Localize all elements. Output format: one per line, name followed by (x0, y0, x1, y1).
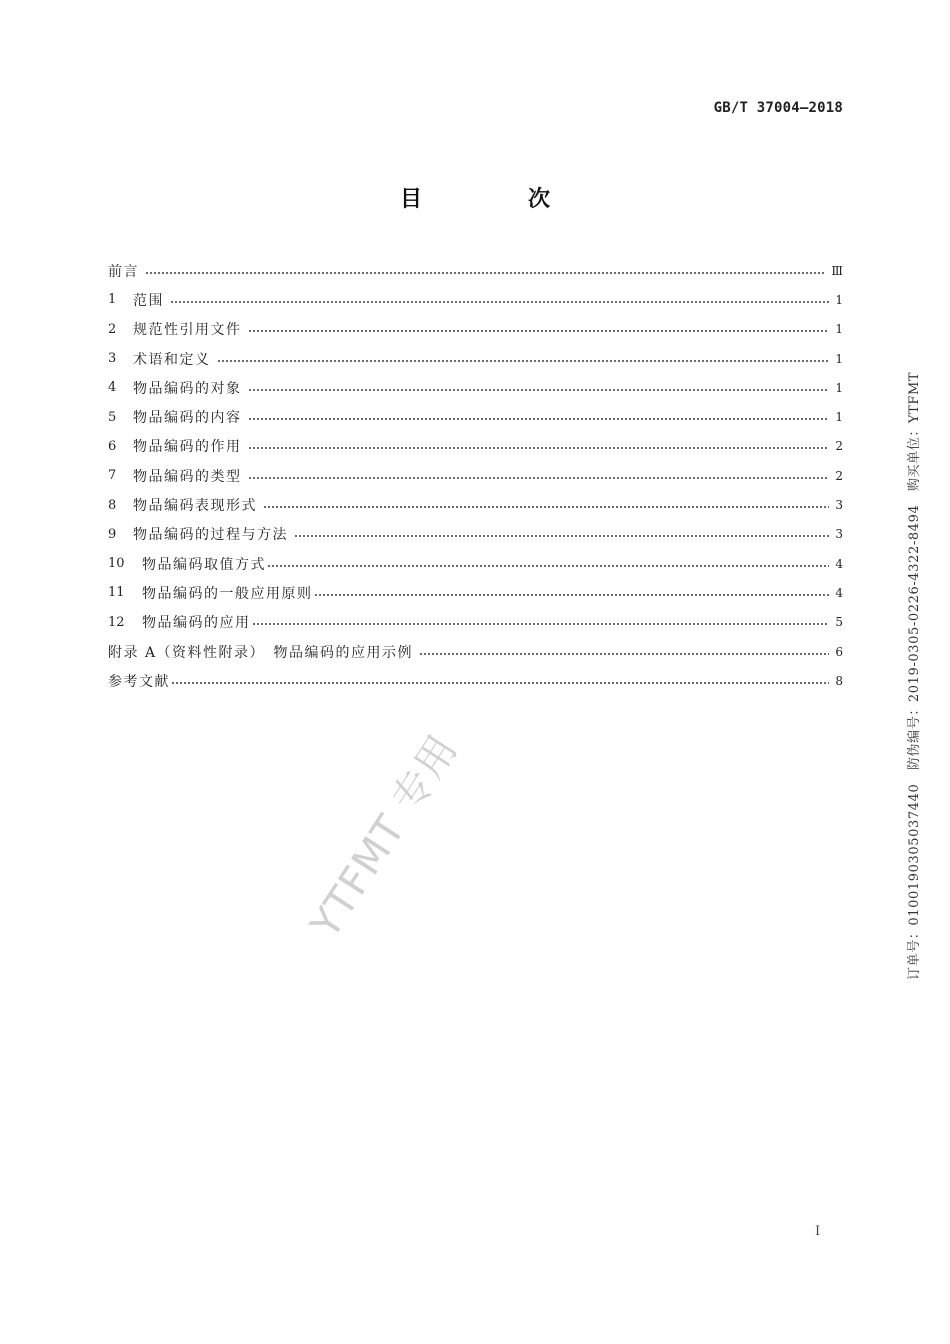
toc-entry-label: 前言 (108, 263, 139, 280)
toc-entry-page: 1 (835, 380, 843, 395)
toc-entry[interactable] (108, 578, 843, 607)
toc-entry-page: 1 (835, 351, 843, 366)
order-info-vertical: 订单号：0100190305037440 防伪编号：2019-0305-0226-4322-8494 购买单位：YTFMT (907, 371, 922, 980)
toc-entry-label: 参考文献 (108, 673, 170, 690)
toc-entry-label: 范围 (133, 292, 164, 309)
toc-entry-number: 3 (108, 351, 117, 367)
table-of-contents (108, 256, 843, 695)
toc-entry[interactable] (108, 285, 843, 314)
toc-entry-label: 物品编码的类型 (133, 468, 242, 485)
toc-entry-page: 5 (835, 615, 843, 630)
toc-entry[interactable] (108, 432, 843, 461)
toc-entry-page: 2 (835, 439, 843, 454)
dot-leader (171, 673, 829, 687)
toc-entry-page: 1 (835, 292, 843, 307)
toc-entry[interactable] (108, 256, 843, 285)
toc-entry-page: 1 (835, 410, 843, 425)
toc-entry[interactable] (108, 666, 843, 695)
toc-entry[interactable] (108, 373, 843, 402)
toc-entry-label: 物品编码表现形式 (133, 498, 257, 515)
toc-entry-number: 7 (108, 468, 117, 484)
watermark: YTFMT 专用 (302, 726, 468, 947)
dot-leader (252, 614, 830, 628)
toc-entry-page: 3 (835, 527, 843, 542)
dot-leader (248, 409, 830, 423)
toc-entry[interactable] (108, 490, 843, 519)
toc-entry-label: 物品编码的对象 (133, 380, 242, 397)
dot-leader (263, 497, 829, 511)
toc-entry-number: 1 (108, 292, 117, 308)
dot-leader (314, 585, 830, 599)
toc-entry-label: 物品编码的内容 (133, 410, 242, 427)
dot-leader (170, 292, 829, 306)
dot-leader (248, 468, 830, 482)
toc-entry-page: 1 (835, 322, 843, 337)
toc-entry-label: 物品编码的应用 (142, 615, 251, 632)
toc-entry-page: 2 (835, 468, 843, 483)
toc-entry-label: 物品编码取值方式 (142, 556, 266, 573)
toc-entry-number: 4 (108, 380, 117, 396)
toc-entry-label: 物品编码的过程与方法 (133, 527, 288, 544)
toc-entry-label: 术语和定义 (133, 351, 211, 368)
toc-entry-page: 4 (835, 585, 843, 600)
toc-entry-page: 4 (835, 556, 843, 571)
dot-leader (267, 556, 829, 570)
toc-entry[interactable] (108, 461, 843, 490)
toc-entry-number: 9 (108, 526, 117, 542)
toc-entry-page: 6 (835, 644, 843, 659)
toc-entry[interactable] (108, 549, 843, 578)
toc-entry[interactable] (108, 520, 843, 549)
toc-entry[interactable] (108, 637, 843, 666)
toc-entry[interactable] (108, 608, 843, 637)
standard-code: GB/T 37004—2018 (713, 100, 843, 116)
page-title: 目 次 (399, 187, 592, 212)
page-number: I (815, 1224, 821, 1239)
dot-leader (145, 263, 825, 277)
dot-leader (217, 351, 830, 365)
toc-entry[interactable] (108, 315, 843, 344)
toc-entry-number: 8 (108, 497, 117, 513)
toc-entry-label: 规范性引用文件 (133, 322, 242, 339)
toc-entry-page: 3 (835, 498, 843, 513)
toc-entry-number: 10 (108, 556, 125, 572)
toc-entry[interactable] (108, 344, 843, 373)
toc-entry-label: 附录 A（资料性附录） 物品编码的应用示例 (108, 644, 414, 661)
toc-entry-number: 2 (108, 321, 117, 337)
dot-leader (419, 644, 829, 658)
toc-entry-label: 物品编码的一般应用原则 (142, 585, 313, 602)
toc-entry-number: 6 (108, 438, 117, 454)
toc-entry[interactable] (108, 402, 843, 431)
toc-entry-page: Ⅲ (831, 263, 843, 278)
toc-entry-number: 11 (108, 585, 125, 601)
dot-leader (294, 526, 829, 540)
toc-entry-number: 5 (108, 409, 117, 425)
dot-leader (248, 438, 830, 452)
toc-entry-number: 12 (108, 614, 125, 630)
dot-leader (248, 380, 830, 394)
toc-entry-page: 8 (835, 673, 843, 688)
dot-leader (248, 321, 830, 335)
toc-entry-label: 物品编码的作用 (133, 439, 242, 456)
